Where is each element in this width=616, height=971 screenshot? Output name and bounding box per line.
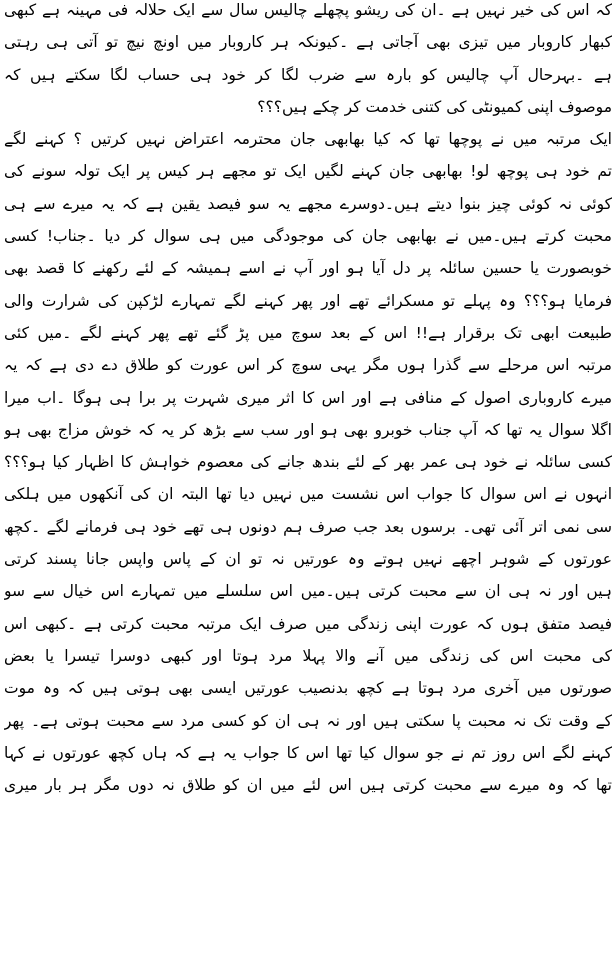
text-line-13: میرے کاروباری اصول کے منافی ہے اور اس کا اثر میری شہرت پر برا ہی ہوگا ۔اب میرا [4,388,612,407]
text-line-10: فرمایا ہو؟؟؟ وہ پہلے تو مسکرائے تھے اور پھر کہنے لگے تمہارے لڑکپن کی شرارت والی [4,291,612,310]
text-line-9: خوبصورت یا حسین سائلہ پر دل آیا ہو اور آپ نے اسے ہمیشہ کے لئے رکھنے کا قصد بھی [4,259,612,278]
text-line-3: ہے ۔بہرحال آپ چالیس کو بارہ سے ضرب لگا کر خود ہی حساب لگا سکتے ہیں کہ [4,65,612,84]
text-line-6: تم خود ہی پوچھ لو! بھابھی جان کہنے لگیں ایک تو مجھے ہر کیس پر ایک تولہ سونے کی [4,162,612,181]
text-line-8: محبت کرتے ہیں۔میں نے بھابھی جان کی موجودگی میں ہی سوال کر دیا ۔جناب! کسی [4,227,612,246]
text-line-17: سی نمی اتر آئی تھی۔ برسوں بعد جب صرف ہم دونوں ہی تھے خود ہی فرمانے لگے ۔کچھ [4,517,612,536]
text-line-18: عورتوں کے شوہر اچھے نہیں ہوتے وہ عورتیں نہ تو ان کے پاس واپس جانا پسند کرتی [4,550,612,569]
text-line-2: کبھار کاروبار میں تیزی بھی آجاتی ہے ۔کیونکہ ہر کاروبار میں اونچ نیچ تو آتی ہی رہتی [4,33,612,52]
text-line-24: کہنے لگے اس روز تم نے جو سوال کیا تھا اس کا جواب یہ ہے کہ ہاں کچھ عورتوں نے کہا [4,743,612,762]
text-line-15: کسی سائلہ نے خود ہی عمر بھر کے لئے بندھ جانے کی معصوم خواہش کا اظہار کیا ہو؟؟؟ [4,453,612,472]
body-text [4,0,612,801]
text-line-22: صورتوں میں آخری مرد ہوتا ہے کچھ بدنصیب عورتیں ایسی بھی ہوتی ہیں کہ وہ موت [4,679,612,698]
text-line-7: کوئی نہ کوئی چیز بنوا دیتے ہیں۔دوسرے مجھے یہ سو فیصد یقین ہے کہ یہ میرے سے ہی [4,194,612,213]
text-line-5: ایک مرتبہ میں نے پوچھا تھا کہ کیا بھابھی جان محترمہ اعتراض نہیں کرتیں ؟ کہنے لگے [4,130,612,149]
text-line-23: کے وقت تک نہ محبت پا سکتی ہیں اور نہ ہی ان کو کسی مرد سے محبت ہوتی ہے۔ پھر [4,711,612,730]
text-line-14: اگلا سوال یہ تھا کہ آپ جناب خوبرو بھی ہو اور سب سے بڑھ کر یہ کہ خوش مزاج بھی ہو [4,420,612,439]
text-line-11: طبیعت ابھی تک برقرار ہے!! اس کے بعد سوچ میں پڑ گئے تھے پھر کہنے لگے ۔میں کئی [4,323,612,342]
text-line-20: فیصد متفق ہوں کہ عورت اپنی زندگی میں صرف ایک مرتبہ محبت کرتی ہے ۔کبھی اس [4,614,612,633]
text-line-4: موصوف اپنی کمیونٹی کی کتنی خدمت کر چکے ہیں؟؟؟ [257,97,612,116]
text-line-25: تھا کہ وہ میرے سے محبت کرتی ہیں اس لئے میں ان کو طلاق نہ دوں مگر ہر بار میری [4,776,612,795]
text-line-19: ہیں اور نہ ہی ان سے محبت کرتی ہیں۔میں اس سلسلے میں تمہارے اس خیال سے سو [4,582,612,601]
text-line-16: انہوں نے اس سوال کا جواب اس نشست میں نہیں دیا تھا البتہ ان کی آنکھوں میں ہلکی [4,485,612,504]
text-line-12: مرتبہ اس مرحلے سے گذرا ہوں مگر یہی سوچ کر اس عورت کو طلاق دے دی ہے کہ یہ [4,356,612,375]
text-line-1: کہ اس کی خیر نہیں ہے ۔ان کی ریشو پچھلے چالیس سال سے ایک حلالہ فی مہینہ ہے کبھی [4,1,612,19]
text-line-21: کی محبت اس کی زندگی میں آنے والا پہلا مرد ہوتا اور کبھی دوسرا تیسرا یا بعض [4,646,612,665]
